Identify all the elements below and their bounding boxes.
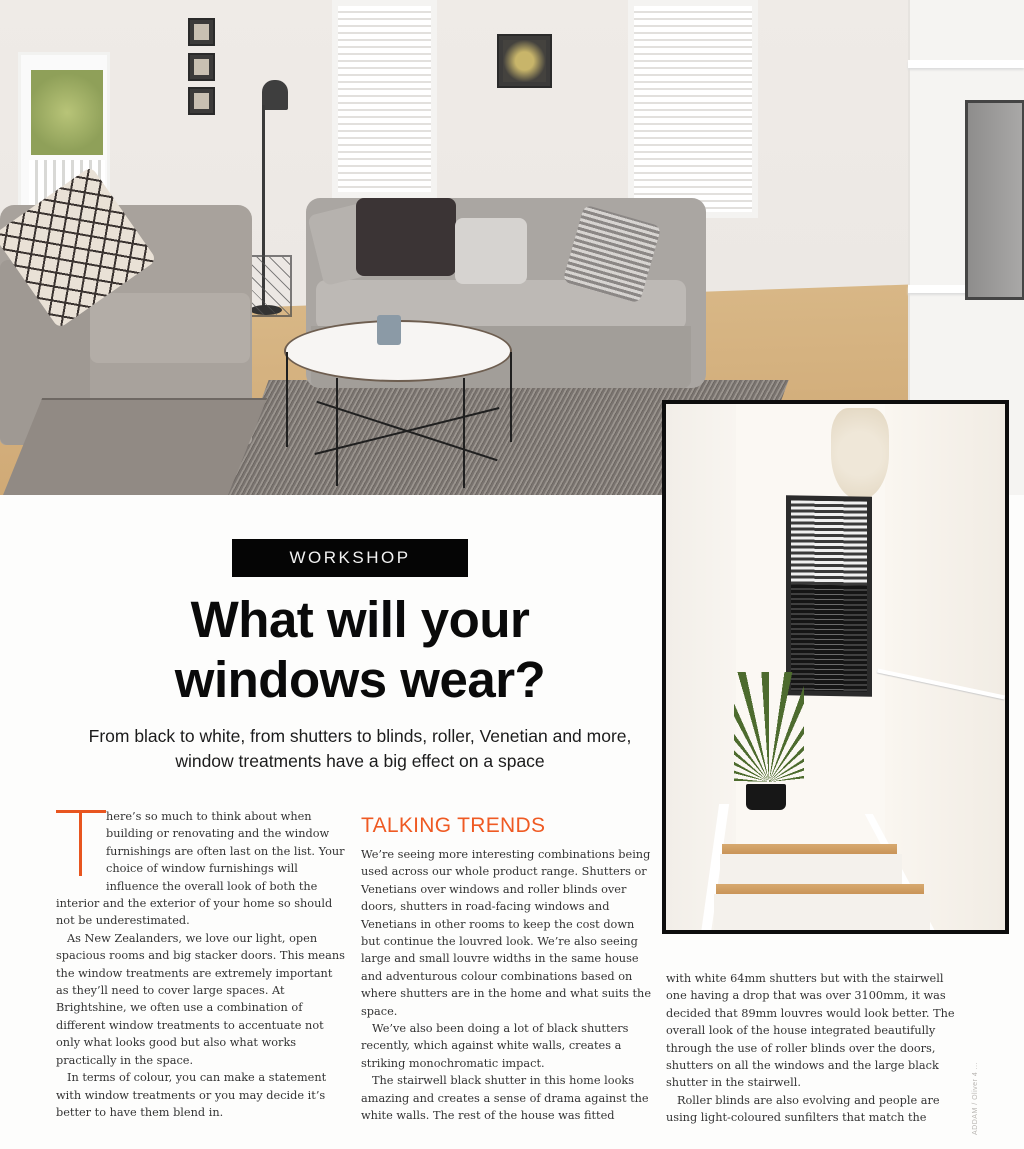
paragraph: In terms of colour, you can make a statement with window treatments or you may decide it’s better to have them blend in. bbox=[56, 1071, 327, 1119]
headline-line-2: windows wear? bbox=[174, 651, 546, 708]
body-column-2 bbox=[361, 846, 653, 1125]
stairwell-inset-photo bbox=[662, 400, 1009, 934]
paragraph: The stairwell black shutter in this home looks amazing and creates a sense of drama against the white walls. The rest of the house was fitted bbox=[361, 1074, 649, 1123]
stair-riser bbox=[720, 854, 902, 886]
table-leg bbox=[286, 352, 288, 447]
dropcap-t bbox=[56, 810, 104, 878]
table-leg bbox=[510, 352, 512, 442]
tree-view bbox=[31, 70, 103, 155]
paragraph: Roller blinds are also evolving and people are using light-coloured sunfilters that match the bbox=[666, 1093, 940, 1125]
stair-tread bbox=[722, 844, 897, 854]
shelf bbox=[908, 60, 1024, 68]
wall-picture bbox=[188, 87, 215, 115]
pendant-light bbox=[831, 408, 889, 500]
wall-picture bbox=[497, 34, 552, 88]
subheading: TALKING TRENDS bbox=[361, 814, 546, 837]
potted-plant bbox=[734, 672, 804, 812]
foreground-chair bbox=[0, 398, 267, 495]
table-leg bbox=[463, 378, 465, 488]
headline-line-1: What will your bbox=[190, 591, 530, 648]
wall bbox=[885, 404, 1005, 934]
body-column-1 bbox=[56, 808, 348, 1121]
body-column-3 bbox=[666, 970, 956, 1127]
paragraph: with white 64mm shutters but with the stairwell one having a drop that was over 3100mm, it was decided that 89mm louvres would look better. The overall look of the house integrated beautifully through the use of roller blinds over the doors, shutters on all the windows and the large black shutter in the stairwell. bbox=[666, 972, 955, 1090]
stair-tread bbox=[716, 884, 924, 894]
floor-lamp-shade bbox=[262, 80, 288, 110]
paragraph: As New Zealanders, we love our light, open spacious rooms and big stacker doors. This means the window treatments are extremely important as they’ll need to cover large spaces. At Brightshine, we often use a combination of different window treatments to accentuate not only what looks good but also what works practically in the space. bbox=[56, 931, 345, 1067]
headline bbox=[110, 590, 610, 710]
plant-pot bbox=[746, 784, 786, 810]
plant-leaves bbox=[734, 672, 804, 782]
white-shutter bbox=[332, 0, 437, 198]
armchair-seat bbox=[90, 293, 250, 363]
black-shutter bbox=[786, 495, 872, 697]
wall-picture bbox=[188, 18, 215, 46]
photo-credit: ADDAM / Oliver 4 ... bbox=[972, 1061, 979, 1135]
pillow bbox=[455, 218, 527, 284]
section-tag: WORKSHOP bbox=[232, 539, 468, 577]
shutter-louvres-open bbox=[791, 500, 867, 585]
wall-picture bbox=[188, 53, 215, 81]
dropcap-stem bbox=[79, 810, 82, 876]
paragraph: here’s so much to think about when building or renovating and the window furnishings are often last on the list. Your choice of window furnishings will influence the overall look of both the interior and the exterior of your home so should not be underestimated. bbox=[56, 810, 345, 928]
candle-jar bbox=[377, 315, 401, 345]
wire-basket bbox=[250, 255, 292, 317]
dark-pillow bbox=[356, 198, 456, 276]
white-shutter bbox=[628, 0, 758, 218]
paragraph: We’re seeing more interesting combinations being used across our whole product range. Shutters or Venetians over windows and roller blinds over doors, shutters in road-facing windows and Venetians in other rooms to keep the cost down but continue the louvred look. We’re also seeing large and small louvre widths in the same house and adventurous colour combinations based on where shutters are in the home and what suits the space. bbox=[361, 848, 652, 1018]
paragraph: We’ve also been doing a lot of black shutters recently, which against white walls, creates a striking monochromatic impact. bbox=[361, 1022, 629, 1070]
table-leg bbox=[336, 378, 338, 486]
television bbox=[965, 100, 1024, 300]
stair-riser bbox=[714, 894, 930, 934]
standfirst: From black to white, from shutters to blinds, roller, Venetian and more, window treatments have a big effect on a space bbox=[88, 726, 632, 771]
